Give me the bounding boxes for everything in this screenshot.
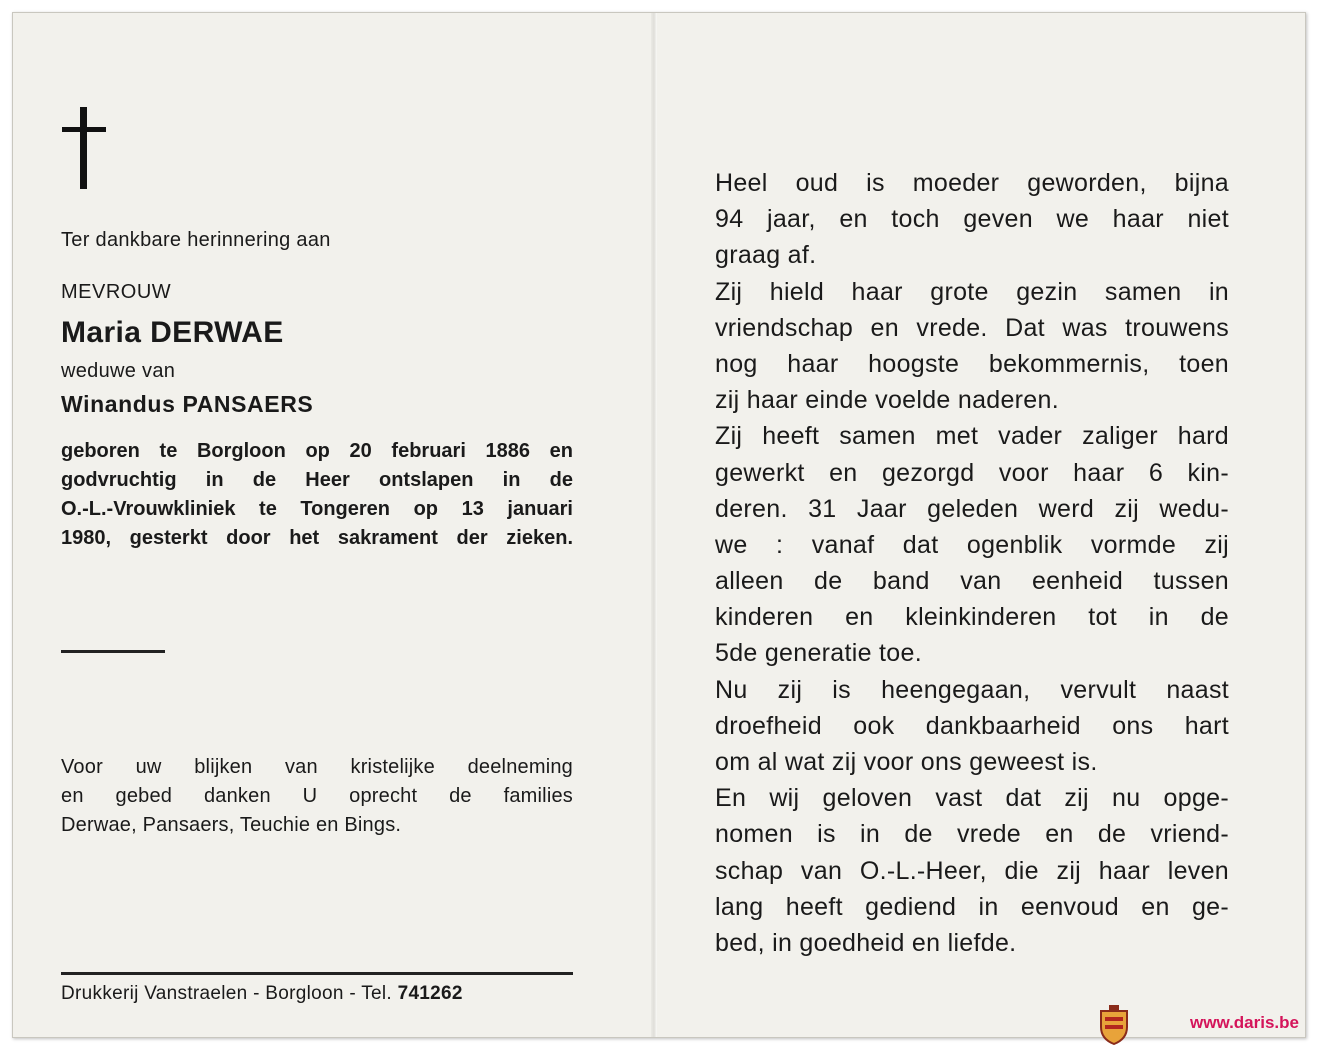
divider-short (61, 650, 165, 653)
widow-of-text: weduwe van (61, 360, 176, 382)
thanks-text (61, 753, 573, 840)
text-line: nomen is in de vrede en de vriend- (715, 820, 1229, 849)
text-line: schap van O.-L.-Heer, die zij haar leven (715, 856, 1229, 885)
text-line: Nu zij is heengegaan, vervult naast (715, 675, 1229, 704)
text-line: kinderen en kleinkinderen tot in de (715, 603, 1229, 632)
text-line: nog haar hoogste bekommernis, toen (715, 349, 1229, 378)
printer-phone: 741262 (397, 983, 463, 1004)
honorific: MEVROUW (61, 281, 172, 303)
text-line: En wij geloven vast dat zij nu opge- (715, 784, 1229, 813)
card-fold (651, 13, 657, 1037)
text-line: 94 jaar, en toch geven we haar niet (715, 205, 1229, 234)
crest-logo-icon (1097, 1005, 1131, 1045)
cross-icon (61, 107, 107, 189)
printer-name: Drukkerij Vanstraelen - Borgloon - Tel. (61, 983, 392, 1004)
bio-line: O.-L.-Vrouwkliniek te Tongeren op 13 januari (61, 498, 573, 520)
bio-line: godvruchtig in de Heer ontslapen in de (61, 469, 573, 491)
text-line: 5de generatie toe. (715, 639, 922, 668)
biography (61, 437, 573, 553)
deceased-name: Maria DERWAE (61, 316, 284, 349)
text-line: lang heeft gediend in eenvoud en ge- (715, 892, 1229, 921)
text-line: gewerkt en gezorgd voor haar 6 kin- (715, 458, 1229, 487)
text-line: droefheid ook dankbaarheid ons hart (715, 711, 1229, 740)
text-line: alleen de band van eenheid tussen (715, 567, 1229, 596)
text-line: Heel oud is moeder geworden, bijna (715, 169, 1229, 197)
text-line: we : vanaf dat ogenblik vormde zij (715, 530, 1229, 559)
bio-line: 1980, gesterkt door het sakrament der zieken. (61, 527, 573, 549)
text-line: vriendschap en vrede. Dat was trouwens (715, 313, 1229, 342)
text-line: graag af. (715, 241, 817, 270)
printer-credit (61, 983, 463, 1005)
bio-line: geboren te Borgloon op 20 februari 1886 en (61, 440, 573, 462)
memorial-card (12, 12, 1306, 1038)
divider-long (61, 972, 573, 975)
right-panel (715, 165, 1229, 961)
thanks-line: Derwae, Pansaers, Teuchie en Bings. (61, 814, 402, 836)
text-line: bed, in goedheid en liefde. (715, 928, 1017, 957)
watermark-site: www.daris.be (1190, 1013, 1299, 1032)
text-line: Zij heeft samen met vader zaliger hard (715, 422, 1229, 451)
husband-name: Winandus PANSAERS (61, 391, 314, 417)
text-line: zij haar einde voelde naderen. (715, 386, 1059, 415)
thanks-line: Voor uw blijken van kristelijke deelneming (61, 756, 573, 778)
text-line: deren. 31 Jaar geleden werd zij wedu- (715, 494, 1229, 523)
text-line: om al wat zij voor ons geweest is. (715, 748, 1098, 776)
intro-text: Ter dankbare herinnering aan (61, 229, 331, 251)
thanks-line: en gebed danken U oprecht de families (61, 785, 573, 807)
text-line: Zij hield haar grote gezin samen in (715, 277, 1229, 306)
